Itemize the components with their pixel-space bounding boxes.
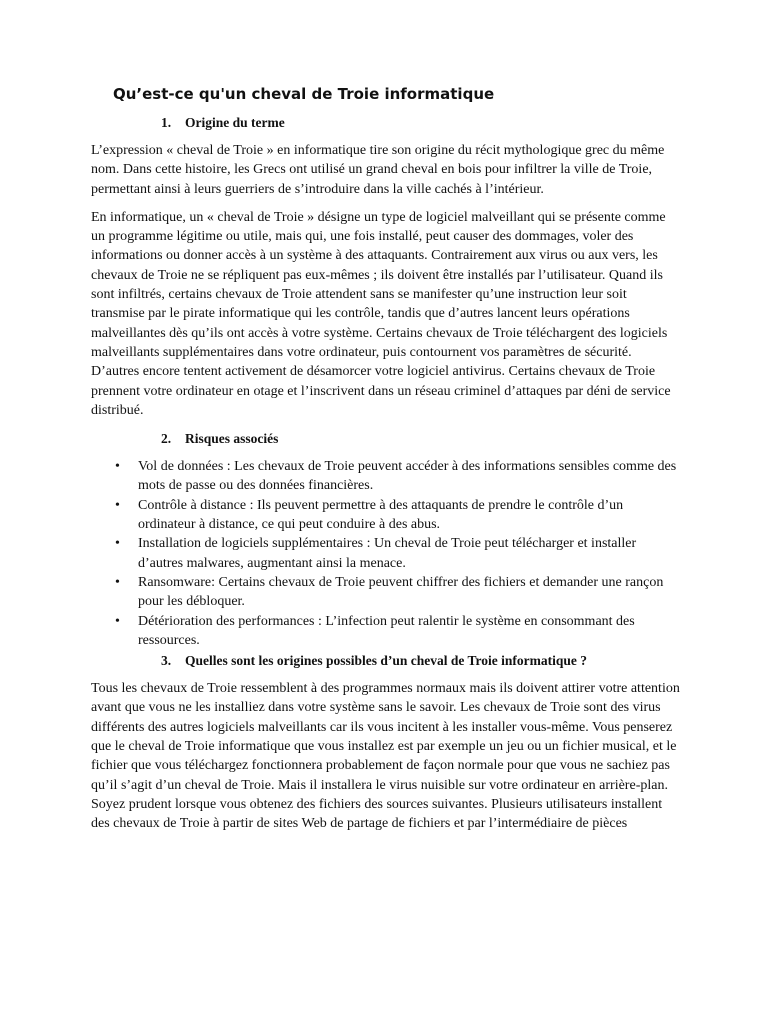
section-title: Risques associés bbox=[185, 431, 279, 447]
section-heading-risques bbox=[161, 429, 683, 448]
list-item bbox=[91, 534, 683, 573]
section-number: 3. bbox=[161, 653, 172, 669]
paragraph: En informatique, un « cheval de Troie » désigne un type de logiciel malveillant qui se présente comme un programme légitime ou utile, mais qui, une fois installé, peut causer des dommages, voler des informations ou donner accès à un système à des attaquants. Contrairement aux virus ou aux vers, les chevaux de Troie ne se répliquent pas eux-mêmes ; ils doivent être installés par l’utilisateur. Quand ils sont infiltrés, certains chevaux de Troie attendent sans se manifester qu’une instruction leur soit transmise par le pirate informatique qui les contrôle, tandis que d’autres lancent leurs opérations malveillantes dès qu’ils ont accès à votre système. Certains chevaux de Troie téléchargent des logiciels malveillants supplémentaires dans votre ordinateur, puis contournent vos paramètres de sécurité. D’autres encore tentent activement de désamorcer votre logiciel antivirus. Certains chevaux de Troie prennent votre ordinateur en otage et l’inscrivent dans un réseau criminel d’attaques par déni de service distribué. bbox=[91, 209, 671, 418]
list-item bbox=[91, 612, 683, 651]
section-heading-origines-possibles bbox=[161, 651, 683, 670]
document-page bbox=[91, 82, 683, 843]
page-title: Qu’est-ce qu'un cheval de Troie informatique bbox=[113, 85, 495, 103]
section-title: Origine du terme bbox=[185, 115, 285, 130]
risk-list bbox=[91, 457, 683, 650]
list-item bbox=[91, 457, 683, 496]
list-item-text: Détérioration des performances : L’infection peut ralentir le système en consommant des ressources. bbox=[138, 613, 635, 648]
list-item bbox=[91, 496, 683, 535]
section-number: 1. bbox=[161, 115, 172, 130]
bullet-icon: • bbox=[115, 459, 120, 475]
section-title: Quelles sont les origines possibles d’un cheval de Troie informatique ? bbox=[185, 653, 588, 669]
bullet-icon: • bbox=[115, 613, 120, 629]
paragraph: L’expression « cheval de Troie » en informatique tire son origine du récit mythologique grec du même nom. Dans cette histoire, les Grecs ont utilisé un grand cheval en bois pour infiltrer la ville de Troie, permettant ainsi à leurs guerriers de s’introduire dans la ville cachés à l’intérieur. bbox=[91, 143, 665, 197]
section-number: 2. bbox=[161, 431, 172, 447]
bullet-icon: • bbox=[115, 574, 120, 590]
bullet-icon: • bbox=[115, 536, 120, 552]
paragraph: Tous les chevaux de Troie ressemblent à des programmes normaux mais ils doivent attirer votre attention avant que vous ne les installiez dans votre système sans le savoir. Les chevaux de Troie sont des virus différents des autres logiciels malveillants car ils vous incitent à les installer vous-même. Vous penserez que le cheval de Troie informatique que vous installez est par exemple un jeu ou un fichier musical, et le fichier que vous téléchargez fonctionnera probablement de façon normale pour que vous ne sachiez pas qu’il s’agit d’un cheval de Troie. Mais il installera le virus nuisible sur votre ordinateur en arrière-plan. Soyez prudent lorsque vous obtenez des fichiers des sources suivantes. Plusieurs utilisateurs installent des chevaux de Troie à partir de sites Web de partage de fichiers et par l’intermédiaire de pièces bbox=[91, 681, 680, 832]
list-item-text: Ransomware: Certains chevaux de Troie peuvent chiffrer des fichiers et demander une rançon pour les débloquer. bbox=[138, 574, 664, 610]
list-item-text: Contrôle à distance : Ils peuvent permettre à des attaquants de prendre le contrôle d’un ordinateur à distance, ce qui peut conduire à des abus. bbox=[138, 497, 624, 533]
list-item-text: Vol de données : Les chevaux de Troie peuvent accéder à des informations sensibles comme des mots de passe ou des données financières. bbox=[138, 459, 677, 494]
section-heading-origine bbox=[161, 113, 683, 132]
list-item bbox=[91, 573, 683, 612]
list-item-text: Installation de logiciels supplémentaires : Un cheval de Troie peut télécharger et installer d’autres malwares, augmentant ainsi la menace. bbox=[138, 536, 637, 571]
bullet-icon: • bbox=[115, 497, 120, 513]
